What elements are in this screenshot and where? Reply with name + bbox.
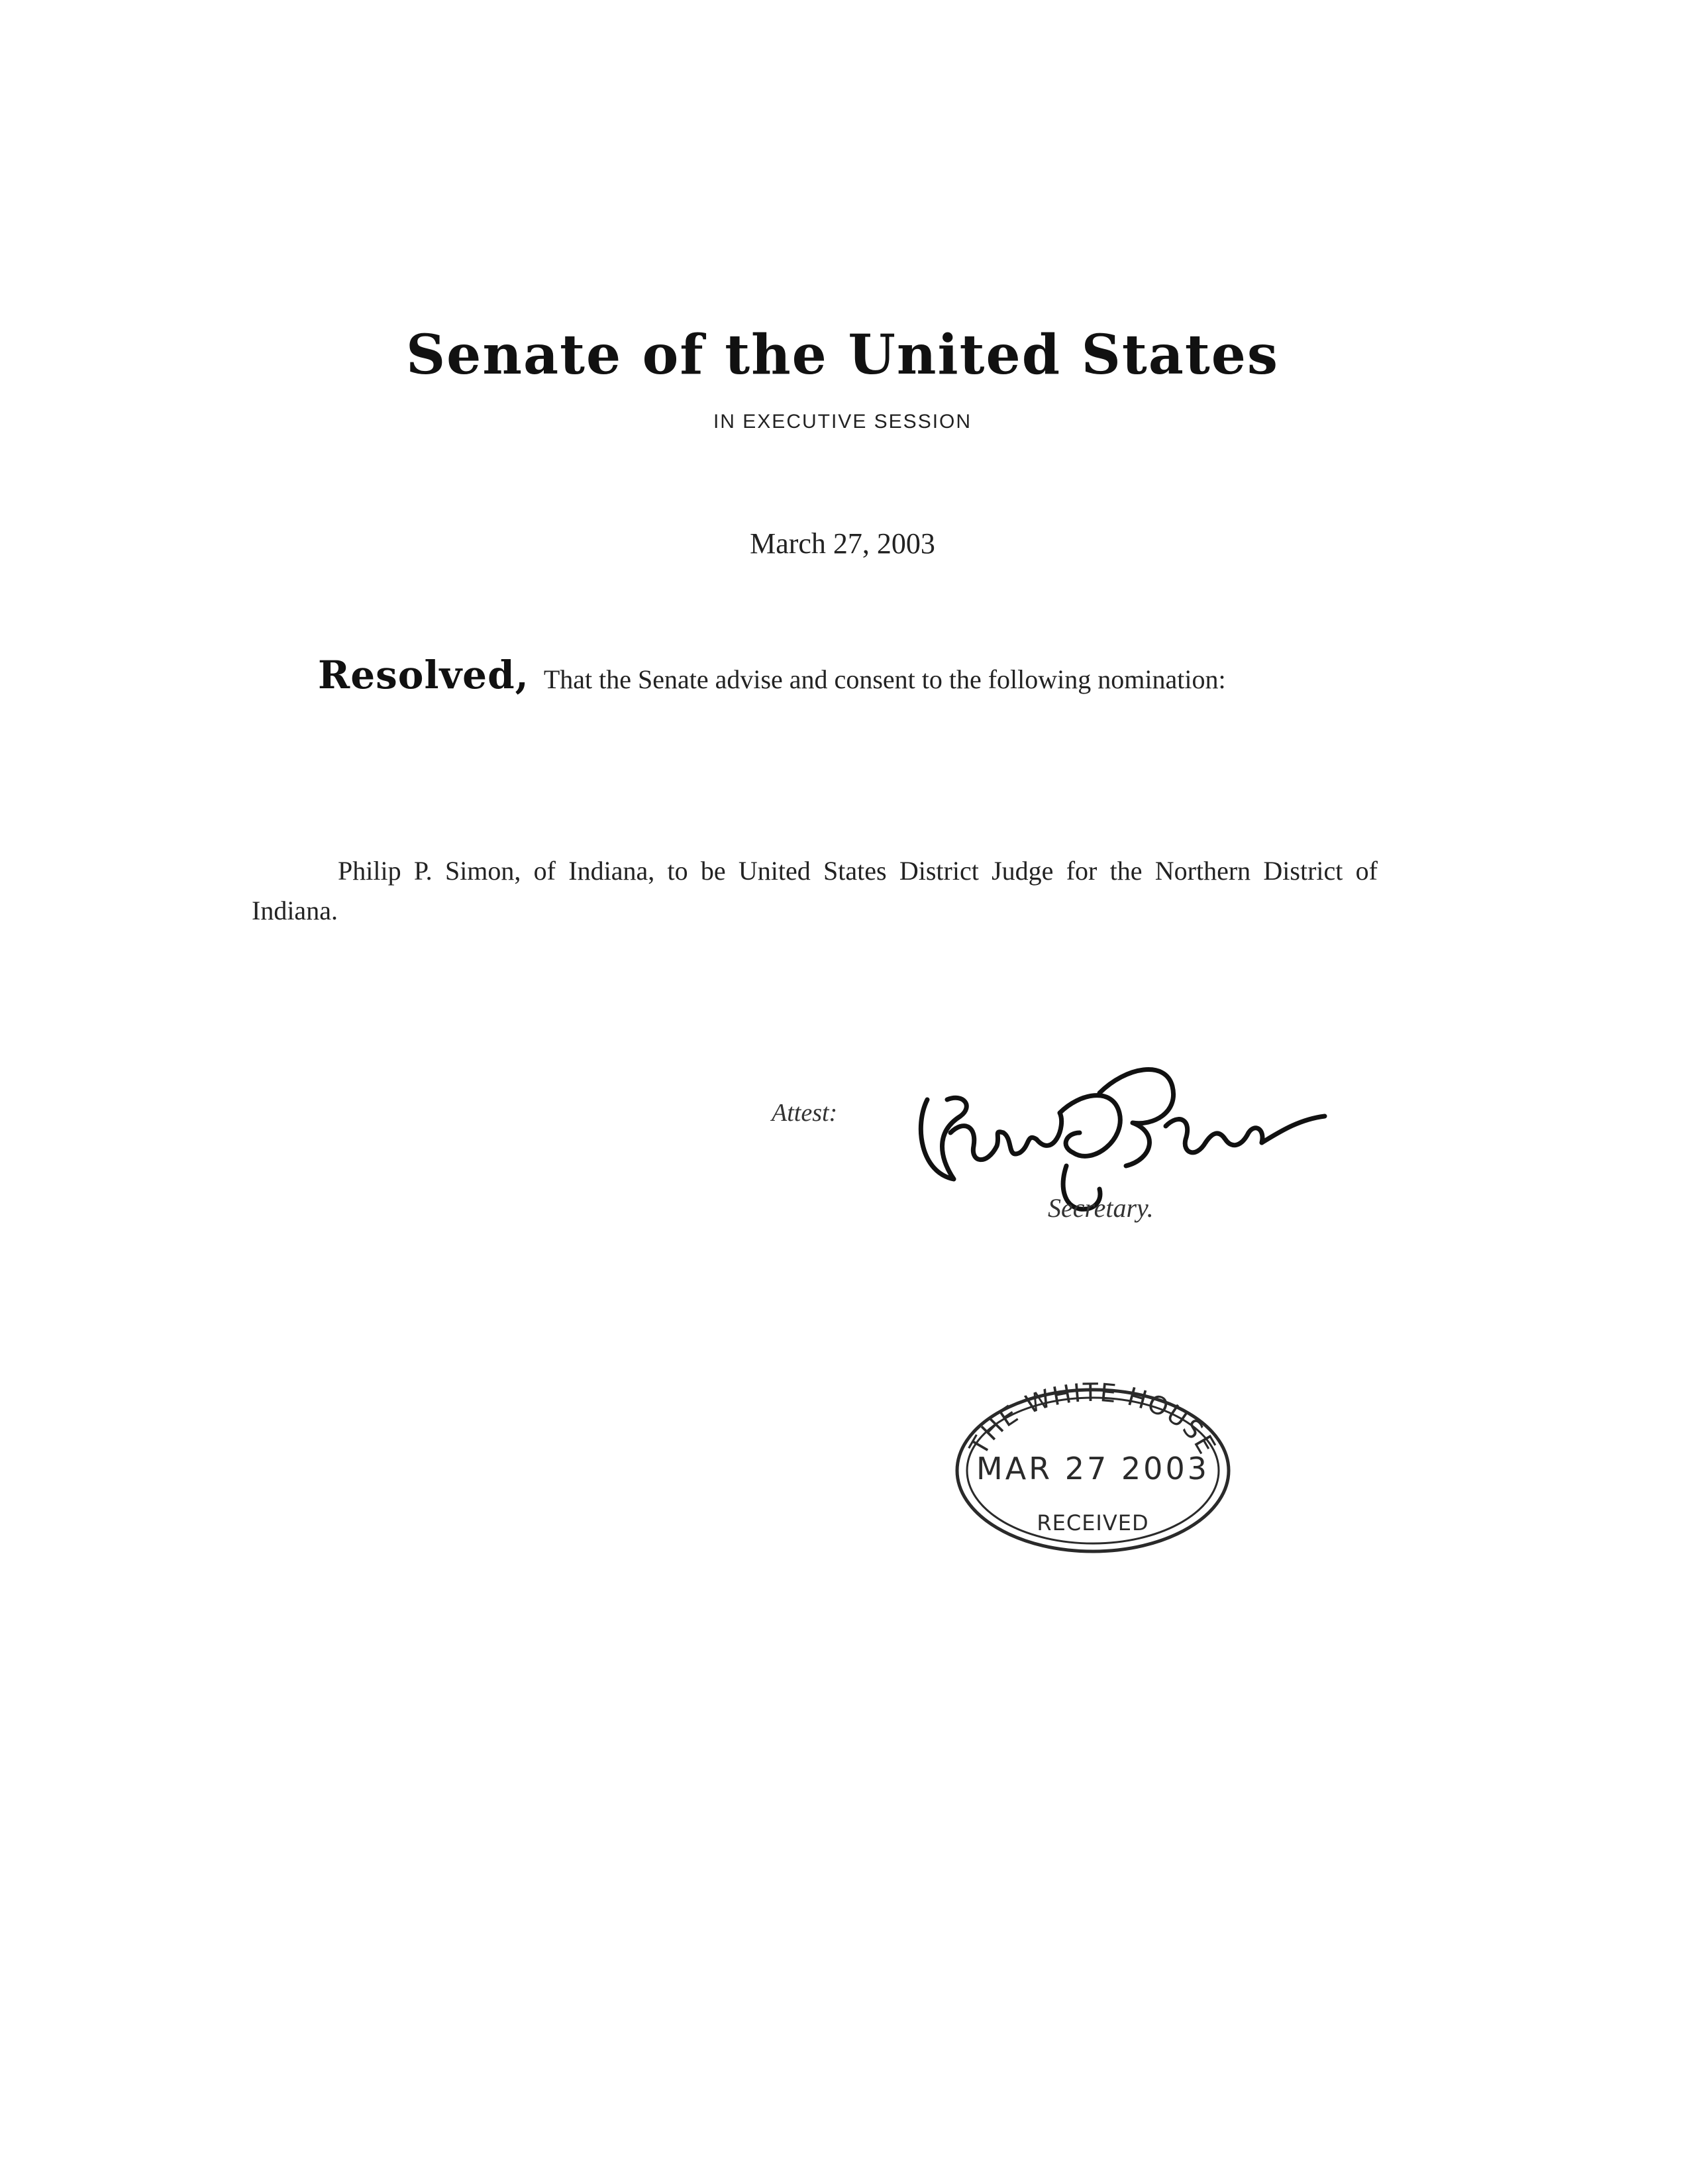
stamp-received-text: RECEIVED xyxy=(1037,1510,1149,1535)
document-date: March 27, 2003 xyxy=(750,527,935,560)
secretary-title: Secretary. xyxy=(1048,1193,1154,1223)
stamp-date: MAR 27 2003 xyxy=(976,1451,1209,1486)
senate-title: Senate of the United States xyxy=(405,323,1280,387)
attest-label: Attest: xyxy=(772,1099,838,1127)
resolved-heading: Resolved, xyxy=(318,652,529,698)
resolution-text: That the Senate advise and consent to the following nomination: xyxy=(543,664,1226,694)
nomination-text: Philip P. Simon, of Indiana, to be United States District Judge for the Northern District of Indiana. xyxy=(252,856,1378,925)
svg-text:THE WHITE HOUSE xyxy=(964,1378,1222,1460)
white-house-received-stamp xyxy=(944,1378,1242,1563)
resolution-statement xyxy=(318,652,1444,698)
executive-session-subtitle: IN EXECUTIVE SESSION xyxy=(713,411,972,433)
stamp-top-text: THE WHITE HOUSE xyxy=(964,1378,1222,1460)
